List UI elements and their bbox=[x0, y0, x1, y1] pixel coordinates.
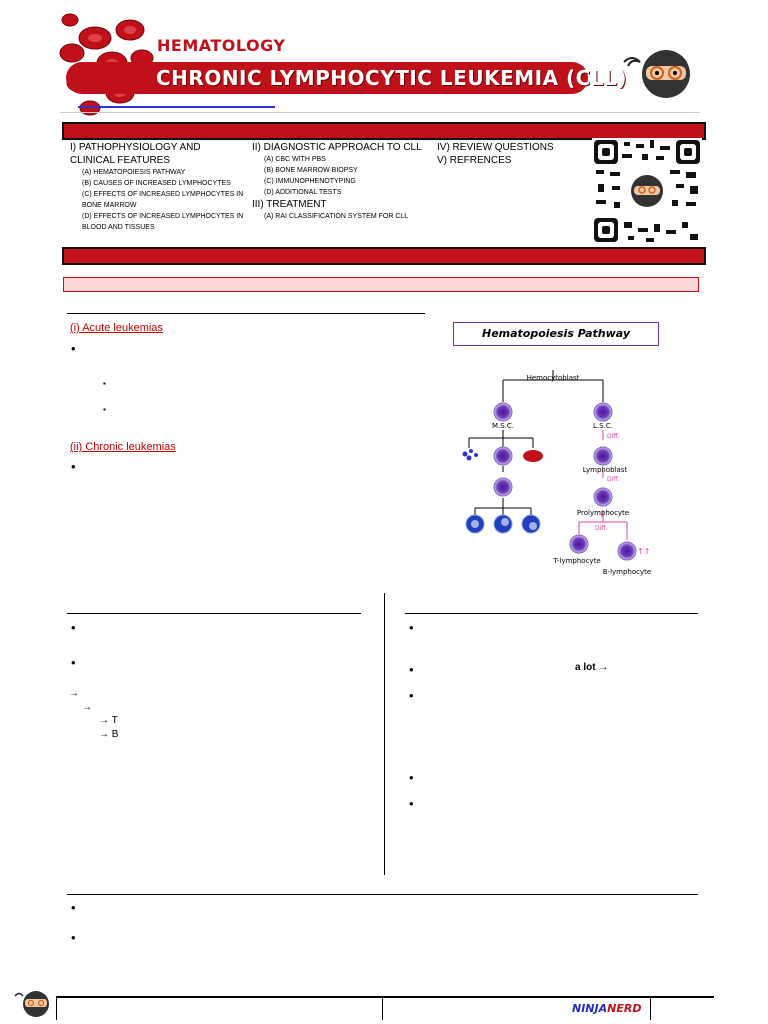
chronic-leukemias-label: (ii) Chronic leukemias bbox=[70, 441, 176, 453]
logo-ninja: NINJA bbox=[572, 1002, 608, 1015]
footer-logo[interactable] bbox=[572, 1002, 641, 1015]
label-b-lymphocyte: B-lymphocyte bbox=[602, 568, 652, 576]
bullet: • bbox=[71, 900, 76, 915]
rbc-icon bbox=[523, 450, 543, 462]
section-rule bbox=[67, 894, 698, 895]
arrow-text: → bbox=[82, 702, 92, 713]
section-header-bar bbox=[62, 247, 706, 265]
divider bbox=[60, 112, 700, 113]
cell-myeloblast bbox=[494, 447, 512, 465]
qr-code[interactable] bbox=[592, 138, 702, 244]
platelets-icon bbox=[463, 449, 479, 461]
t-arrow-text: → T bbox=[99, 715, 118, 726]
toc-item[interactable]: (D) EFFECTS OF INCREASED LYMPHOCYTES IN BLOOD AND TISSUES bbox=[82, 213, 244, 231]
column-divider bbox=[384, 593, 385, 875]
toc-item[interactable]: (B) BONE MARROW BIOPSY bbox=[264, 167, 358, 174]
subject-heading: HEMATOLOGY bbox=[157, 36, 286, 55]
basophil-icon bbox=[522, 515, 540, 533]
hematopoiesis-diagram bbox=[455, 350, 675, 582]
sub-bullet: ▪ bbox=[103, 379, 106, 388]
ninja-mascot-icon bbox=[622, 48, 694, 100]
toc-item[interactable]: (C) EFFECTS OF INCREASED LYMPHOCYTES IN BONE MARROW bbox=[82, 191, 244, 209]
label-lsc: L.S.C. bbox=[593, 422, 613, 430]
cell-msc bbox=[494, 403, 512, 421]
toc-heading-pathophysiology[interactable]: I) PATHOPHYSIOLOGY AND CLINICAL FEATURES bbox=[70, 142, 201, 166]
bullet: • bbox=[409, 770, 414, 785]
bullet: • bbox=[409, 688, 414, 703]
label-prolymphocyte: Prolymphocyte bbox=[576, 509, 630, 517]
toc-item[interactable]: (A) CBC WITH PBS bbox=[264, 156, 326, 163]
page-title: CHRONIC LYMPHOCYTIC LEUKEMIA (CLL) bbox=[156, 66, 627, 90]
footer-tick bbox=[56, 996, 57, 1020]
section-rule bbox=[67, 613, 361, 614]
cell-lsc bbox=[594, 403, 612, 421]
bullet: • bbox=[71, 655, 76, 670]
label-b-increase: ↑↑ bbox=[637, 547, 651, 556]
toc-column-3 bbox=[437, 141, 587, 167]
a-lot-text: a lot → bbox=[575, 662, 609, 673]
toc-item[interactable]: (A) RAI CLASSIFICATION SYSTEM FOR CLL bbox=[264, 213, 409, 220]
neutrophil-icon bbox=[466, 515, 484, 533]
cell-prolymphocyte bbox=[594, 488, 612, 506]
footer-tick bbox=[382, 996, 383, 1020]
bullet: • bbox=[71, 620, 76, 635]
label-lymphoblast: Lymphoblast bbox=[582, 466, 628, 474]
label-diff: Diff. bbox=[607, 433, 620, 440]
label-msc: M.S.C. bbox=[491, 422, 515, 430]
footer-tick bbox=[650, 996, 651, 1020]
logo-nerd: NERD bbox=[607, 1002, 642, 1015]
toc-item[interactable]: (A) HEMATOPOIESIS PATHWAY bbox=[82, 169, 186, 176]
bullet: • bbox=[71, 341, 76, 356]
section-rule bbox=[405, 613, 698, 614]
toc-item[interactable]: (C) IMMUNOPHENOTYPING bbox=[264, 178, 356, 185]
toc-item[interactable]: (D) ADDITIONAL TESTS bbox=[264, 189, 342, 196]
cell-t-lymphocyte bbox=[570, 535, 588, 553]
bullet: • bbox=[409, 620, 414, 635]
section-rule bbox=[67, 313, 425, 314]
label-t-lymphocyte: T-lymphocyte bbox=[553, 557, 601, 565]
cell-lymphoblast bbox=[594, 447, 612, 465]
toc-item[interactable]: (B) CAUSES OF INCREASED LYMPHOCYTES bbox=[82, 180, 231, 187]
arrow-text: → bbox=[69, 688, 79, 699]
toc-column-2 bbox=[252, 141, 432, 222]
bullet: • bbox=[71, 930, 76, 945]
cell-myelocyte bbox=[494, 478, 512, 496]
label-hemocytoblast: Hemocytoblast bbox=[526, 374, 580, 382]
b-arrow-text: → B bbox=[99, 729, 119, 740]
toc-heading-references[interactable]: V) REFRENCES bbox=[437, 155, 512, 166]
label-diff-3: Diff. bbox=[595, 525, 608, 532]
toc-heading-treatment[interactable]: III) TREATMENT bbox=[252, 199, 327, 210]
ninja-footer-icon bbox=[14, 988, 50, 1018]
toc-column-1 bbox=[70, 141, 245, 233]
label-diff-2: Diff. bbox=[607, 476, 620, 483]
footer-rule bbox=[56, 996, 714, 998]
bullet: • bbox=[409, 796, 414, 811]
pathway-title: Hematopoiesis Pathway bbox=[453, 322, 659, 346]
divider-blue bbox=[78, 106, 275, 108]
bullet: • bbox=[409, 662, 414, 677]
subsection-bar bbox=[63, 277, 699, 292]
toc-heading-review[interactable]: IV) REVIEW QUESTIONS bbox=[437, 142, 554, 153]
bullet: • bbox=[71, 459, 76, 474]
toc-heading-diagnostic[interactable]: II) DIAGNOSTIC APPROACH TO CLL bbox=[252, 142, 422, 153]
eosinophil-icon bbox=[494, 515, 512, 533]
sub-bullet: ▪ bbox=[103, 405, 106, 414]
acute-leukemias-label: (i) Acute leukemias bbox=[70, 322, 163, 334]
cell-b-lymphocyte bbox=[618, 542, 636, 560]
